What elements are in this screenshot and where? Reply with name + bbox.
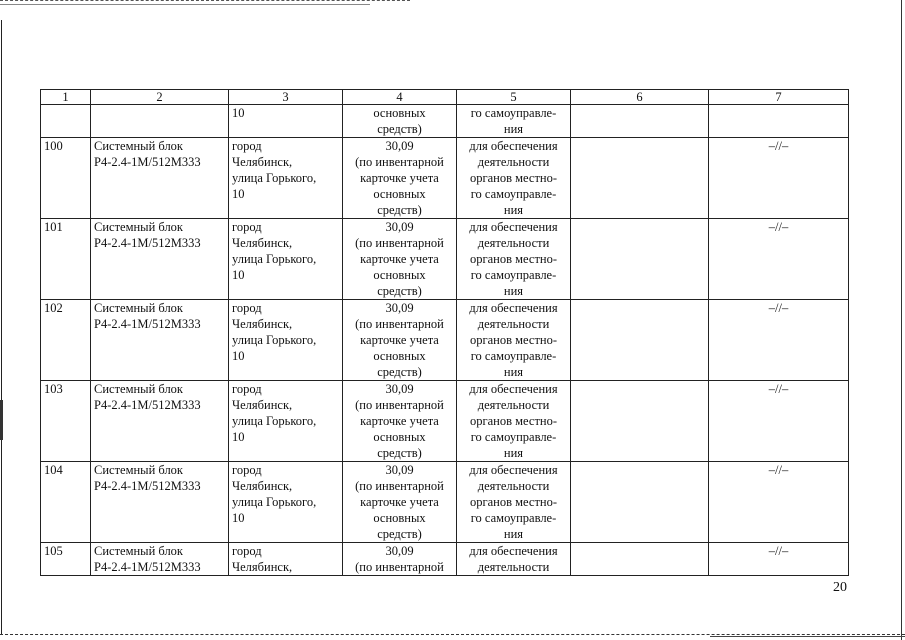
table-cell-c3 (229, 381, 343, 462)
cell-line: органов местно- (469, 333, 558, 347)
table-cell-c1: 103 (41, 381, 91, 462)
cell-line: 10 (232, 106, 245, 120)
cell-line: город (232, 463, 262, 477)
cell-line: для обеспечения (469, 301, 558, 315)
table-row (41, 381, 849, 462)
table-cell-c5 (457, 105, 571, 138)
cell-line: средств) (377, 527, 422, 541)
table-cell-c4 (343, 381, 457, 462)
table-cell-c5 (457, 543, 571, 576)
cell-line: 30,09 (385, 382, 414, 396)
table-cell-c3 (229, 300, 343, 381)
cell-line: город (232, 139, 262, 153)
cell-line: деятельности (477, 398, 550, 412)
table-row (41, 219, 849, 300)
cell-line: основных (373, 187, 426, 201)
cell-line: основных (373, 106, 426, 120)
table-row (41, 543, 849, 576)
header-cell: 2 (91, 90, 229, 105)
cell-line: улица Горького, (232, 171, 317, 185)
cell-line: 10 (232, 430, 245, 444)
cell-line: 30,09 (385, 139, 414, 153)
cell-line: город (232, 301, 262, 315)
cell-line: карточке учета (360, 414, 439, 428)
cell-line: ния (503, 284, 524, 298)
table-cell-c7: –//– (709, 300, 849, 381)
cell-line: Системный блок (94, 220, 184, 234)
cell-line: основных (373, 268, 426, 282)
cell-line: го самоуправле- (470, 106, 557, 120)
table-cell-c6 (571, 219, 709, 300)
table-cell-c6 (571, 138, 709, 219)
cell-line: Системный блок (94, 382, 184, 396)
header-cell: 5 (457, 90, 571, 105)
cell-line: средств) (377, 203, 422, 217)
cell-line: основных (373, 349, 426, 363)
table-cell-c4 (343, 462, 457, 543)
table-cell-c5 (457, 138, 571, 219)
cell-line: Р4-2.4-1М/512М333 (94, 155, 201, 169)
scan-edge-left-mark (0, 400, 3, 440)
cell-line: карточке учета (360, 171, 439, 185)
table-cell-c3 (229, 105, 343, 138)
cell-line: Челябинск, (232, 155, 293, 169)
cell-line: для обеспечения (469, 544, 558, 558)
cell-line: Системный блок (94, 544, 184, 558)
header-cell: 7 (709, 90, 849, 105)
table-cell-c6 (571, 381, 709, 462)
cell-line: Р4-2.4-1М/512М333 (94, 398, 201, 412)
table-cell-c4 (343, 219, 457, 300)
cell-line: го самоуправле- (470, 349, 557, 363)
cell-line: деятельности (477, 155, 550, 169)
cell-line: (по инвентарной (355, 398, 444, 412)
cell-line: органов местно- (469, 171, 558, 185)
cell-line: 30,09 (385, 544, 414, 558)
table-cell-c4 (343, 543, 457, 576)
page-number: 20 (833, 580, 847, 595)
cell-line: го самоуправле- (470, 187, 557, 201)
cell-line: Челябинск, (232, 236, 293, 250)
table-cell-c7: –//– (709, 138, 849, 219)
table-row (41, 105, 849, 138)
table-cell-c6 (571, 462, 709, 543)
cell-line: (по инвентарной (355, 155, 444, 169)
table-cell-c2 (91, 462, 229, 543)
scan-edge-top-line (0, 4, 370, 5)
cell-line: органов местно- (469, 414, 558, 428)
table-cell-c2 (91, 543, 229, 576)
cell-line: (по инвентарной (355, 560, 444, 574)
cell-line: (по инвентарной (355, 236, 444, 250)
table-header-row (41, 90, 849, 105)
table-cell-c1: 104 (41, 462, 91, 543)
table-cell-c2 (91, 105, 229, 138)
cell-line: Челябинск, (232, 398, 293, 412)
table-cell-c4 (343, 300, 457, 381)
table-row (41, 462, 849, 543)
cell-line: для обеспечения (469, 139, 558, 153)
table-cell-c4 (343, 138, 457, 219)
cell-line: органов местно- (469, 252, 558, 266)
cell-line: ния (503, 122, 524, 136)
cell-line: средств) (377, 284, 422, 298)
table-cell-c3 (229, 219, 343, 300)
cell-line: го самоуправле- (470, 511, 557, 525)
cell-line: ния (503, 203, 524, 217)
cell-line: для обеспечения (469, 220, 558, 234)
table-cell-c7: –//– (709, 543, 849, 576)
cell-line: Челябинск, (232, 317, 293, 331)
cell-line: ния (503, 365, 524, 379)
cell-line: 30,09 (385, 220, 414, 234)
table-cell-c7 (709, 105, 849, 138)
table-cell-c1: 101 (41, 219, 91, 300)
cell-line: 10 (232, 187, 245, 201)
cell-line: Системный блок (94, 463, 184, 477)
cell-line: улица Горького, (232, 252, 317, 266)
cell-line: органов местно- (469, 495, 558, 509)
cell-line: 10 (232, 349, 245, 363)
table-cell-c4 (343, 105, 457, 138)
property-table (40, 89, 849, 576)
cell-line: город (232, 220, 262, 234)
header-cell: 4 (343, 90, 457, 105)
cell-line: 10 (232, 268, 245, 282)
table-cell-c1 (41, 105, 91, 138)
table-cell-c6 (571, 543, 709, 576)
cell-line: 10 (232, 511, 245, 525)
cell-line: Р4-2.4-1М/512М333 (94, 560, 201, 574)
scan-edge-left (1, 20, 2, 635)
cell-line: средств) (377, 122, 422, 136)
cell-line: деятельности (477, 479, 550, 493)
cell-line: ния (503, 527, 524, 541)
cell-line: Системный блок (94, 139, 184, 153)
cell-line: карточке учета (360, 333, 439, 347)
table-row (41, 138, 849, 219)
table-cell-c5 (457, 219, 571, 300)
header-cell: 6 (571, 90, 709, 105)
cell-line: (по инвентарной (355, 317, 444, 331)
table-cell-c2 (91, 300, 229, 381)
cell-line: для обеспечения (469, 463, 558, 477)
cell-line: ния (503, 446, 524, 460)
scan-edge-bottom-line (710, 636, 905, 637)
table-cell-c2 (91, 138, 229, 219)
cell-line: основных (373, 430, 426, 444)
cell-line: карточке учета (360, 252, 439, 266)
header-cell: 1 (41, 90, 91, 105)
table-cell-c5 (457, 462, 571, 543)
cell-line: деятельности (477, 560, 550, 574)
table-cell-c3 (229, 462, 343, 543)
table-cell-c1: 105 (41, 543, 91, 576)
cell-line: карточке учета (360, 495, 439, 509)
table-cell-c1: 102 (41, 300, 91, 381)
cell-line: для обеспечения (469, 382, 558, 396)
table-cell-c3 (229, 138, 343, 219)
cell-line: улица Горького, (232, 414, 317, 428)
table-cell-c2 (91, 381, 229, 462)
cell-line: город (232, 544, 262, 558)
cell-line: улица Горького, (232, 495, 317, 509)
cell-line: средств) (377, 446, 422, 460)
table-cell-c7: –//– (709, 381, 849, 462)
cell-line: улица Горького, (232, 333, 317, 347)
table-cell-c6 (571, 300, 709, 381)
cell-line: деятельности (477, 317, 550, 331)
table-cell-c1: 100 (41, 138, 91, 219)
cell-line: Р4-2.4-1М/512М333 (94, 479, 201, 493)
cell-line: деятельности (477, 236, 550, 250)
cell-line: 30,09 (385, 463, 414, 477)
table-cell-c2 (91, 219, 229, 300)
cell-line: (по инвентарной (355, 479, 444, 493)
table-cell-c7: –//– (709, 219, 849, 300)
table-cell-c5 (457, 300, 571, 381)
cell-line: Системный блок (94, 301, 184, 315)
header-cell: 3 (229, 90, 343, 105)
table-row (41, 300, 849, 381)
table-cell-c6 (571, 105, 709, 138)
table-cell-c5 (457, 381, 571, 462)
cell-line: го самоуправле- (470, 268, 557, 282)
table-cell-c3 (229, 543, 343, 576)
cell-line: Челябинск, (232, 479, 293, 493)
cell-line: средств) (377, 365, 422, 379)
cell-line: основных (373, 511, 426, 525)
scan-edge-right (901, 0, 902, 640)
cell-line: город (232, 382, 262, 396)
table-cell-c7: –//– (709, 462, 849, 543)
cell-line: го самоуправле- (470, 430, 557, 444)
cell-line: 30,09 (385, 301, 414, 315)
cell-line: Р4-2.4-1М/512М333 (94, 317, 201, 331)
cell-line: Р4-2.4-1М/512М333 (94, 236, 201, 250)
cell-line: Челябинск, (232, 560, 293, 574)
